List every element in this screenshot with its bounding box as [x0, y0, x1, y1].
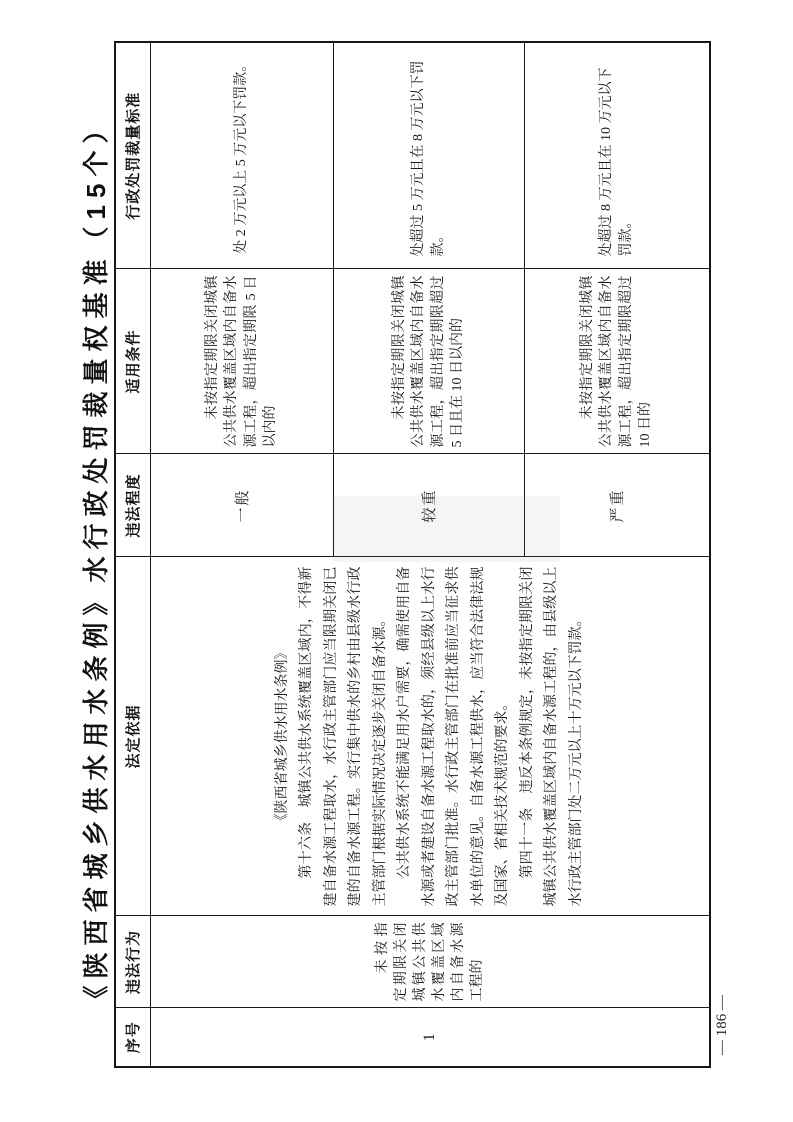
degree-cell-severe: 严重 — [524, 454, 710, 557]
table-header-row — [115, 42, 150, 1067]
penalty-cell-severe — [524, 42, 710, 269]
penalty-text: 处超过 5 万元且在 8 万元以下罚款。 — [410, 60, 446, 257]
legal-article-16-cont: 公共供水系统不能满足用水户需要，确需使用自备水源或者建设自备水源工程取水的，须经县级以上水行政主管部门批准。水行政主管部门在批准前应当征求供水单位的意见。自备水源工程供水，应当符合法律法规及国家、省相关技术规范的要求。 — [397, 566, 510, 907]
condition-text: 未按指定期限关闭城镇公共供水覆盖区域内自备水源工程，超出指定期限超过 10 日的 — [579, 275, 654, 448]
page-number: — 186 — — [714, 995, 730, 1055]
behavior-text: 未按指定期限关闭城镇公共供水覆盖区域内自备水源工程的 — [374, 922, 485, 1002]
header-penalty-standard: 行政处罚裁量标准 — [115, 42, 150, 269]
behavior-cell — [150, 916, 710, 1008]
table-row — [150, 42, 333, 1067]
penalty-text: 处 2 万元以上 5 万元以下罚款。 — [233, 57, 249, 254]
condition-text: 未按指定期限关闭城镇公共供水覆盖区域内自备水源工程，超出指定期限 5 日以内的 — [204, 275, 278, 448]
penalty-text: 处超过 8 万元且在 10 万元以下罚款。 — [598, 67, 634, 257]
condition-cell-general — [150, 269, 333, 454]
penalty-discretion-table — [114, 41, 711, 1068]
legal-article-16: 第十六条 城镇公共供水系统覆盖区域内，不得新建自备水源工程取水，水行政主管部门应当限期关闭已建的自备水源工程。实行集中供水的乡村由县级水行政主管部门根据实际情况决定逐步关闭自备水源。 — [299, 566, 388, 907]
header-legal-basis: 法定依据 — [115, 557, 150, 916]
degree-cell-general: 一般 — [150, 454, 333, 557]
condition-cell-severe — [524, 269, 710, 454]
header-condition: 适用条件 — [115, 269, 150, 454]
condition-text: 未按指定期限关闭城镇公共供水覆盖区域内自备水源工程，超出指定期限超过 5 日且在 10 日以内的 — [391, 275, 465, 448]
penalty-cell-moderate — [333, 42, 524, 269]
legal-article-41: 第四十一条 违反本条例规定，未按指定期限关闭城镇公共供水覆盖区域内自备水源工程的，由县级以上水行政主管部门处二万元以上十万元以下罚款。 — [519, 566, 584, 907]
degree-cell-moderate: 较重 — [333, 454, 524, 557]
seq-cell: 1 — [150, 1008, 710, 1067]
condition-cell-moderate — [333, 269, 524, 454]
page-title: 《陕西省城乡供水用水条例》水行政处罚裁量权基准（15个） — [81, 110, 111, 1012]
header-degree: 违法程度 — [115, 454, 150, 557]
legal-law-title: 《陕西省城乡供水用水条例》 — [274, 645, 290, 828]
penalty-cell-general — [150, 42, 333, 269]
legal-basis-cell — [150, 557, 710, 916]
header-seq: 序号 — [115, 1008, 150, 1067]
header-behavior: 违法行为 — [115, 916, 150, 1008]
